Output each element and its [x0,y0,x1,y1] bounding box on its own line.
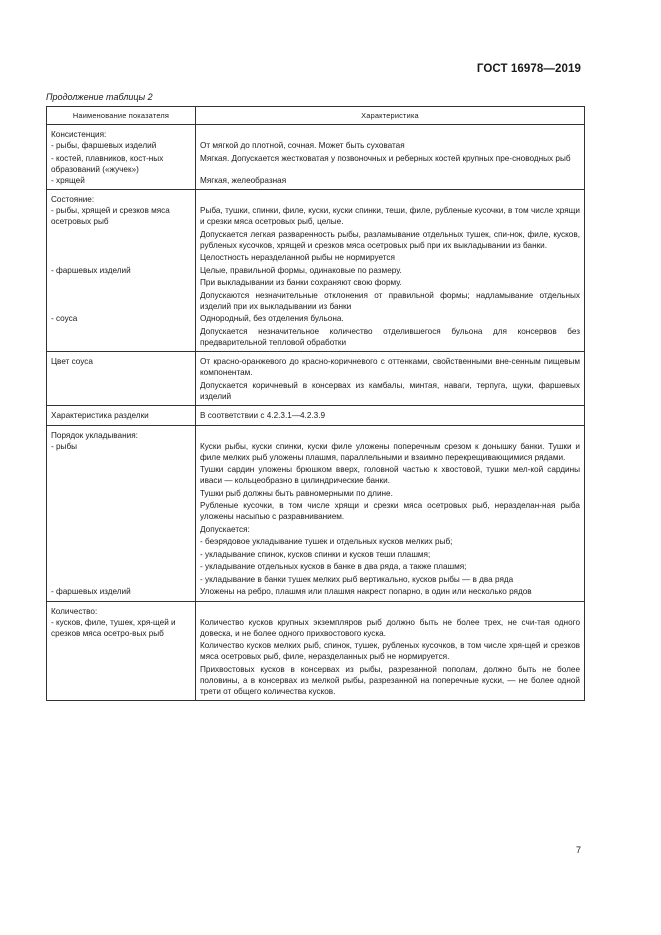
characteristic-paragraph: Количество кусков мелких рыб, спинок, тушек, рубленых кусочков, в том числе хря-щей и срезков мяса осетровых рыб, филе, неразделанных рыб не нормируется. [200,641,580,661]
table-row [47,125,585,141]
characteristic-paragraph: Допускаются незначительные отклонения от правильной формы; надламывание отдельных изделий при их выкладывании из банки [200,290,580,311]
indicator-cell: - фаршевых изделий [47,265,196,314]
indicator-cell: - хрящей [47,175,196,190]
characteristic-cell [196,265,585,314]
table-row [47,601,585,617]
table-row [47,265,585,314]
characteristic-paragraph: Целые, правильной формы, одинаковые по размеру. [200,265,402,275]
table-row [47,586,585,601]
characteristic-paragraph: Мягкая, желеобразная [200,175,287,185]
characteristic-paragraph: Куски рыбы, куски спинки, куски филе уложены поперечным срезом к донышку банки. Тушки и филе мелких рыб уложены плашмя, параллельными и взаимно перекрещивающимися рядами. [200,441,580,462]
characteristics-table [46,106,585,701]
characteristic-cell [196,205,585,265]
table-row [47,153,585,175]
indicator-cell: Цвет соуса [47,352,196,406]
indicator-cell: - рыбы, фаршевых изделий [47,140,196,153]
characteristic-cell [196,406,585,426]
indicator-cell: Характеристика разделки [47,406,196,426]
characteristic-cell [196,140,585,153]
characteristic-cell [196,425,585,441]
characteristic-paragraph: Рыба, тушки, спинки, филе, куски, куски спинки, теши, филе, рубленые кусочки, в том числе хрящи и срезки мяса осетровых рыб, целые. [200,206,580,226]
characteristic-paragraph: Рубленые кусочки, в том числе хрящи и срезки мяса осетровых рыб, неразделан-ная рыба уложены насыпью с разравниванием. [200,501,580,521]
indicator-cell: - рыбы [47,441,196,587]
characteristic-cell [196,175,585,190]
table-row [47,617,585,701]
characteristic-paragraph: В соответствии с 4.2.3.1—4.2.3.9 [200,411,326,420]
characteristic-paragraph: Уложены на ребро, плашмя или плашмя накрест попарно, в один или несколько рядов [200,587,532,596]
page-number: 7 [575,845,581,855]
characteristic-paragraph: Целостность неразделанной рыбы не нормируется [200,253,395,262]
indicator-cell: - фаршевых изделий [47,586,196,601]
table-row [47,313,585,352]
table-row [47,441,585,587]
indicator-cell: Состояние: [47,190,196,206]
table-row [47,406,585,426]
characteristic-paragraph: Тушки рыб должны быть равномерными по длине. [200,488,393,498]
table-row [47,175,585,190]
characteristic-cell [196,125,585,141]
column-header-indicator: Наименование показателя [47,107,196,125]
characteristic-cell [196,190,585,206]
table-row [47,352,585,406]
characteristic-cell [196,313,585,352]
characteristic-paragraph: От мягкой до плотной, сочная. Может быть суховатая [200,141,405,150]
indicator-cell: - костей, плавников, кост-ных образований («жучек») [47,153,196,175]
characteristic-paragraph: Однородный, без отделения бульона. [200,314,344,323]
characteristic-paragraph: Прихвостовых кусков в консервах из рыбы, разрезанной пополам, должно быть не более половины, а в консервах из мелкой рыбы, разрезанной на поперечные куски, — не более одной трети от общего количества кусков. [200,664,580,696]
indicator-cell: Порядок укладывания: [47,425,196,441]
characteristic-paragraph: Допускается незначительное количество отделившегося бульона для консервов без предварительной тепловой обработки [200,326,580,347]
table-header-row [47,107,585,125]
characteristic-paragraph: От красно-оранжевого до красно-коричневого с оттенками, свойственными вне-сенным пищевым компонентам. [200,357,580,377]
table-row [47,140,585,153]
characteristic-paragraph: - беэрядовое укладывание тушек и отдельных кусков мелких рыб; [200,537,453,546]
characteristic-cell [196,441,585,587]
indicator-cell: - кусков, филе, тушек, хря-щей и срезков мяса осетро-вых рыб [47,617,196,701]
characteristic-paragraph: Допускается: [200,524,250,534]
table-row [47,425,585,441]
document-code: ГОСТ 16978—2019 [476,63,581,75]
column-header-characteristic: Характеристика [196,107,585,125]
characteristic-paragraph: - укладывание в банки тушек мелких рыб вертикально, кусков рыбы — в два ряда [200,574,514,584]
table-row [47,190,585,206]
table-caption: Продолжение таблицы 2 [46,92,153,102]
table-body [47,125,585,701]
indicator-cell: - рыбы, хрящей и срезков мяса осетровых рыб [47,205,196,265]
characteristic-cell [196,617,585,701]
characteristic-cell [196,153,585,175]
characteristic-paragraph: - укладывание спинок, кусков спинки и кусков теши плашмя; [200,549,431,559]
indicator-cell: Количество: [47,601,196,617]
characteristic-paragraph: При выкладывании из банки сохраняют свою форму. [200,278,402,287]
characteristic-cell [196,586,585,601]
characteristic-paragraph: Допускается коричневый в консервах из камбалы, минтая, наваги, терпуга, щуки, фаршевых изделий [200,380,580,401]
characteristic-paragraph: - укладывание отдельных кусков в банке в два ряда, а также плашмя; [200,562,467,571]
characteristic-paragraph: Мягкая. Допускается жестковатая у позвоночных и реберных костей крупных пре-сноводных рыб [200,153,571,163]
characteristic-cell [196,352,585,406]
table-row [47,205,585,265]
characteristic-cell [196,601,585,617]
indicator-cell: Консистенция: [47,125,196,141]
characteristic-paragraph: Допускается легкая разваренность рыбы, разламывание отдельных тушек, спи-нок, филе, кусков, рубленых кусочков, хрящей и срезков мяса осетровых рыб при их выкладывании из банки. [200,229,580,250]
characteristic-paragraph: Количество кусков крупных экземпляров рыб должно быть не более трех, не счи-тая одного довеска, и не более одного прихвостового куска. [200,617,580,638]
indicator-cell: - соуса [47,313,196,352]
characteristic-paragraph: Тушки сардин уложены брюшком вверх, головной частью к хвостовой, тушки мел-кой сардины иваси — кольцеобразно в цилиндрические банки. [200,465,580,485]
